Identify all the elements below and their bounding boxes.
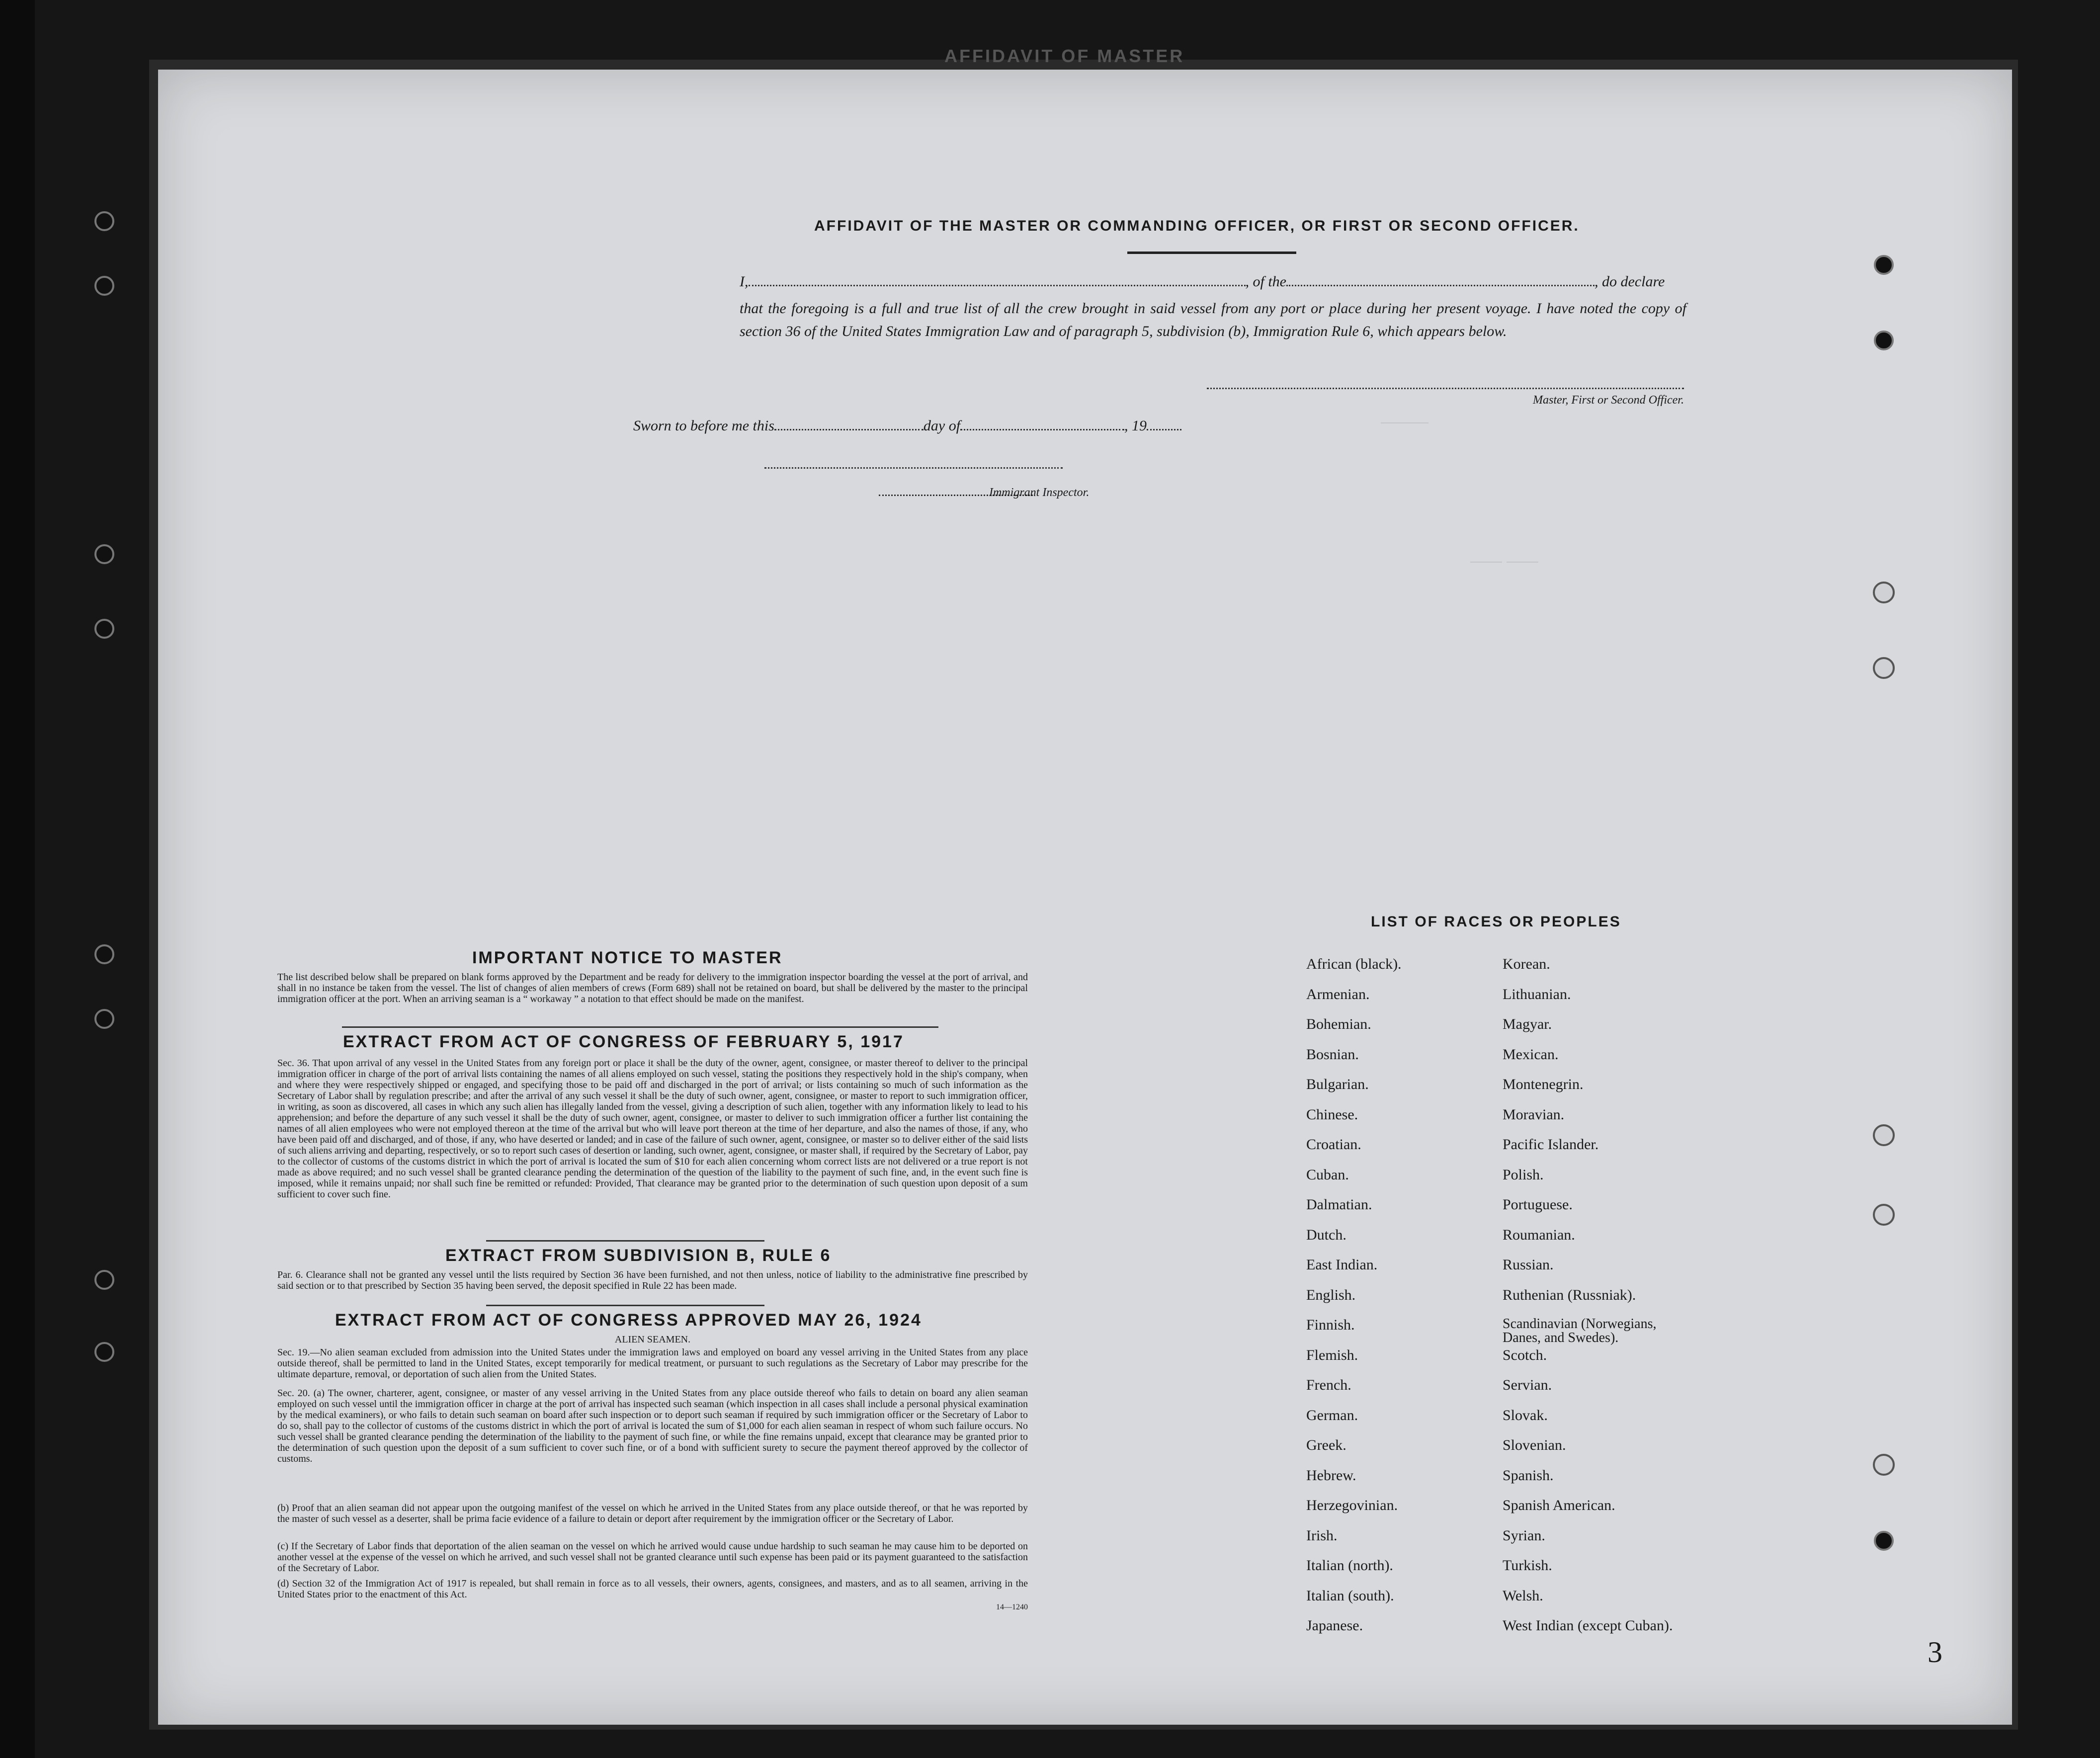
- sworn-prefix: Sworn to before me this: [633, 418, 774, 434]
- race-item: Roumanian.: [1503, 1226, 1575, 1243]
- extract-1924-title: EXTRACT FROM ACT OF CONGRESS APPROVED MAY 26, 1924: [335, 1311, 922, 1330]
- race-item: Bohemian.: [1306, 1016, 1371, 1032]
- binder-hole: [1874, 331, 1894, 350]
- race-item: Welsh.: [1503, 1587, 1543, 1604]
- extract-1924-sec20b: (b) Proof that an alien seaman did not appear upon the outgoing manifest of the vessel on which he arrived in the United States from any place outside thereof, or that he was reported by the master of such vessel as a deserter, shall be prima facie evidence of a failure to detain or deport after requirement by the immigration officer or the Secretary of Labor.: [277, 1503, 1028, 1524]
- race-item: Polish.: [1503, 1166, 1544, 1183]
- sworn-day-of: day of: [923, 418, 961, 434]
- race-item: Pacific Islander.: [1503, 1136, 1599, 1153]
- rule-6-title: EXTRACT FROM SUBDIVISION B, RULE 6: [445, 1246, 832, 1265]
- race-item: Korean.: [1503, 956, 1550, 972]
- race-item: Italian (north).: [1306, 1557, 1393, 1574]
- race-item: Italian (south).: [1306, 1587, 1394, 1604]
- binder-hole: [94, 619, 114, 639]
- form-number: 14—1240: [996, 1603, 1028, 1611]
- race-item: English.: [1306, 1286, 1356, 1303]
- section-divider: [342, 1026, 938, 1028]
- page-number: 3: [1928, 1636, 1942, 1669]
- race-item: German.: [1306, 1407, 1358, 1423]
- race-item: Spanish American.: [1503, 1497, 1615, 1513]
- race-item: Ruthenian (Russniak).: [1503, 1286, 1636, 1303]
- race-item: Irish.: [1306, 1527, 1338, 1544]
- race-item: Spanish.: [1503, 1467, 1554, 1484]
- race-item: Finnish.: [1306, 1317, 1355, 1333]
- sworn-year-prefix: , 19: [1124, 418, 1147, 434]
- punch-ring: [1873, 1124, 1895, 1146]
- race-item: Bosnian.: [1306, 1046, 1359, 1063]
- race-item: Servian.: [1503, 1377, 1552, 1393]
- race-item: Portuguese.: [1503, 1196, 1573, 1213]
- race-item: Dutch.: [1306, 1226, 1346, 1243]
- rule-6-text: Par. 6. Clearance shall not be granted any vessel until the lists required by Section 36 have been furnished, and not then unless, notice of liability to the administrative fine prescribed by said section or to that prescribed by Section 35 having been served, the deposit specified in Rule 22 has been made.: [277, 1269, 1028, 1291]
- extract-1924-sec20d: (d) Section 32 of the Immigration Act of 1917 is repealed, but shall remain in force as to all vessels, their owners, agents, consignees, and masters, and as to all seamen, arriving in the United States prior to the enactment of this Act.: [277, 1578, 1028, 1600]
- binder-hole: [94, 211, 114, 231]
- race-item: Russian.: [1503, 1256, 1554, 1273]
- race-item: Armenian.: [1306, 986, 1370, 1003]
- inspector-label: Immigrant Inspector.: [989, 486, 1090, 499]
- extract-1924-subtitle: ALIEN SEAMEN.: [614, 1334, 691, 1345]
- race-item: Magyar.: [1503, 1016, 1552, 1032]
- notice-title: IMPORTANT NOTICE TO MASTER: [472, 948, 783, 967]
- race-item: West Indian (except Cuban).: [1503, 1617, 1673, 1634]
- document-page: [158, 70, 2012, 1725]
- race-item: Greek.: [1306, 1437, 1346, 1453]
- sworn-month-field[interactable]: [960, 429, 1124, 430]
- extract-1924-sec20a: Sec. 20. (a) The owner, charterer, agent, consignee, or master of any vessel arriving in the United States from any place outside thereof who fails to detain on board any alien seaman employed on such vessel until the immigration officer in charge at the port of arrival has inspected such seaman (which inspection in all cases shall include a personal physical examination by the medical examiners), or who fails to detain such seaman on board after such inspection or to deport such seaman if required by such immigration officer or the Secretary of Labor to do so, shall pay to the collector of customs of the customs district in which the port of arrival is located the sum of $1,000 for each alien seaman in respect of whom such failure occurs. No such vessel shall be granted clearance pending the determination of the liability to the payment of such fine, or while the fine remains unpaid, except that clearance may be granted prior to the determination of such question upon the deposit of a sum sufficient to cover such fine, or of a bond with sufficient surety to secure the payment thereof approved by the collector of customs.: [277, 1388, 1028, 1464]
- race-item: Montenegrin.: [1503, 1076, 1584, 1092]
- race-item: Moravian.: [1503, 1106, 1565, 1123]
- top-strip-heading: AFFIDAVIT OF MASTER: [944, 46, 1185, 66]
- race-item: Dalmatian.: [1306, 1196, 1372, 1213]
- races-title: LIST OF RACES OR PEOPLES: [1371, 914, 1621, 930]
- race-item: East Indian.: [1306, 1256, 1378, 1273]
- sworn-year-field[interactable]: [1147, 429, 1181, 430]
- declarant-name-field[interactable]: [749, 285, 1246, 286]
- signature-line[interactable]: [1207, 388, 1684, 389]
- binder-hole: [94, 1270, 114, 1290]
- race-item: Syrian.: [1503, 1527, 1545, 1544]
- affidavit-title: AFFIDAVIT OF THE MASTER OR COMMANDING OFFICER, OR FIRST OR SECOND OFFICER.: [814, 218, 1580, 234]
- binder-hole: [94, 1009, 114, 1029]
- race-item: Slovak.: [1503, 1407, 1548, 1423]
- race-item: Japanese.: [1306, 1617, 1363, 1634]
- race-item: Herzegovinian.: [1306, 1497, 1398, 1513]
- punch-ring: [1873, 1204, 1895, 1226]
- sworn-day-field[interactable]: [774, 429, 924, 430]
- race-item: Scotch.: [1503, 1346, 1547, 1363]
- binder-hole: [94, 944, 114, 964]
- do-declare-text: , do declare: [1595, 273, 1665, 290]
- race-item: Hebrew.: [1306, 1467, 1356, 1484]
- extract-1924-sec20c: (c) If the Secretary of Labor finds that deportation of the alien seaman on the vessel on which he arrived would cause undue hardship to such seaman he may cause him to be deported on another vessel at the expense of the vessel on which he arrived, and such vessel shall not be granted clearance until such expense has been paid or its payment guaranteed to the satisfaction of the Secretary of Labor.: [277, 1541, 1028, 1574]
- race-item: Lithuanian.: [1503, 986, 1571, 1003]
- extract-1917-title: EXTRACT FROM ACT OF CONGRESS OF FEBRUARY 5, 1917: [343, 1032, 904, 1051]
- of-the-text: , of the: [1245, 273, 1286, 290]
- race-item: Turkish.: [1503, 1557, 1552, 1574]
- punch-ring: [1873, 1454, 1895, 1476]
- binder-strip: [0, 0, 35, 1758]
- affidavit-title-rule: [1127, 251, 1296, 254]
- binder-hole: [1874, 1531, 1894, 1551]
- race-item: Scandinavian (Norwegians, Danes, and Swedes).: [1503, 1316, 1657, 1345]
- binder-hole: [94, 1342, 114, 1362]
- race-item: Flemish.: [1306, 1346, 1358, 1363]
- binder-hole: [94, 276, 114, 296]
- signature-label: Master, First or Second Officer.: [1533, 394, 1684, 407]
- bleed-through-text: —— ——: [1470, 552, 1538, 570]
- section-divider: [486, 1305, 764, 1306]
- punch-ring: [1873, 657, 1895, 679]
- declarant-prefix: I,: [740, 273, 749, 290]
- race-item: French.: [1306, 1377, 1351, 1393]
- race-item: Croatian.: [1306, 1136, 1361, 1153]
- binder-hole: [1874, 255, 1894, 275]
- affidavit-line-1: [740, 273, 1665, 290]
- race-item: African (black).: [1306, 956, 1402, 972]
- extract-1924-sec19: Sec. 19.—No alien seaman excluded from admission into the United States under the immigration laws and employed on board any vessel arriving in the United States from any place outside thereof, shall be permitted to land in the United States, except temporarily for medical treatment, or pursuant to such regulations as the Secretary of Labor may prescribe for the ultimate departure, removal, or deportation of such alien from the United States.: [277, 1347, 1028, 1380]
- punch-ring: [1873, 582, 1895, 603]
- inspector-signature-line[interactable]: [764, 467, 1063, 469]
- section-divider: [486, 1240, 764, 1242]
- affidavit-body: that the foregoing is a full and true list of all the crew brought in said vessel from any port or place during her present voyage. I have noted the copy of section 36 of the United States Immigration Law and of paragraph 5, subdivision (b), Immigration Rule 6, which appears below.: [740, 300, 1686, 339]
- race-item: Cuban.: [1306, 1166, 1349, 1183]
- extract-1917-text: Sec. 36. That upon arrival of any vessel in the United States from any foreign port or place it shall be the duty of the owner, agent, consignee, or master thereof to deliver to the principal immigration officer in charge of the port of arrival lists containing the names of all aliens employed on such vessel, stating the positions they respectively hold in the ship's company, when and where they were respectively shipped or engaged, and specifying those to be paid off and discharged in the port of arrival; or lists containing so much of such information as the Secretary of Labor shall by regulation prescribe; and after the arrival of any such vessel it shall be the duty of such owner, agent, consignee, or master to report to such immigration officer, in writing, as soon as discovered, all cases in which any such alien has illegally landed from the vessel, giving a description of such alien, together with any information likely to lead to his apprehension; and before the departure of any such vessel it shall be the duty of such owner, agent, consignee, or master to deliver to such immigration officer a further list containing the names of all alien employees who were not employed thereon at the time of the arrival but who will leave port thereon at the time of her departure, and also the names of those, if any, who have been paid off and discharged, and of those, if any, who have deserted or landed; and in case of the failure of such owner, agent, consignee, or master so to deliver either of the said lists of such aliens arriving and departing, respectively, or so to report such cases of desertion or landing, such owner, agent, consignee, or master shall, if required by the Secretary of Labor, pay to the collector of customs of the customs district in which the port of arrival is located the sum of $10 for each alien concerning whom correct lists are not delivered or a true report is not made as above required; and no such vessel shall be granted clearance pending the determination of the question of the liability to the payment of such fine, and, in the event such fine is imposed, while it remains unpaid; nor shall such fine be remitted or refunded: Provided, That clearance may be granted prior to the determination of such question upon deposit of a sum sufficient to cover such fine.: [277, 1058, 1028, 1200]
- race-item: Chinese.: [1306, 1106, 1358, 1123]
- race-item: Mexican.: [1503, 1046, 1559, 1063]
- race-item: Bulgarian.: [1306, 1076, 1369, 1092]
- vessel-name-field[interactable]: [1286, 285, 1595, 286]
- binder-hole: [94, 544, 114, 564]
- sworn-line: [633, 418, 1181, 434]
- race-item: Slovenian.: [1503, 1437, 1566, 1453]
- notice-text: The list described below shall be prepared on blank forms approved by the Department and be ready for delivery to the immigration inspector boarding the vessel at the port of arrival, and shall in no instance be taken from the vessel. The list of changes of alien members of crews (Form 689) shall not be retained on board, but shall be delivered by the master to the principal immigration officer at the port. When an arriving seaman is a “ workaway ” a notation to that effect should be made on the manifest.: [277, 972, 1028, 1005]
- bleed-through-text: ———: [1381, 413, 1428, 430]
